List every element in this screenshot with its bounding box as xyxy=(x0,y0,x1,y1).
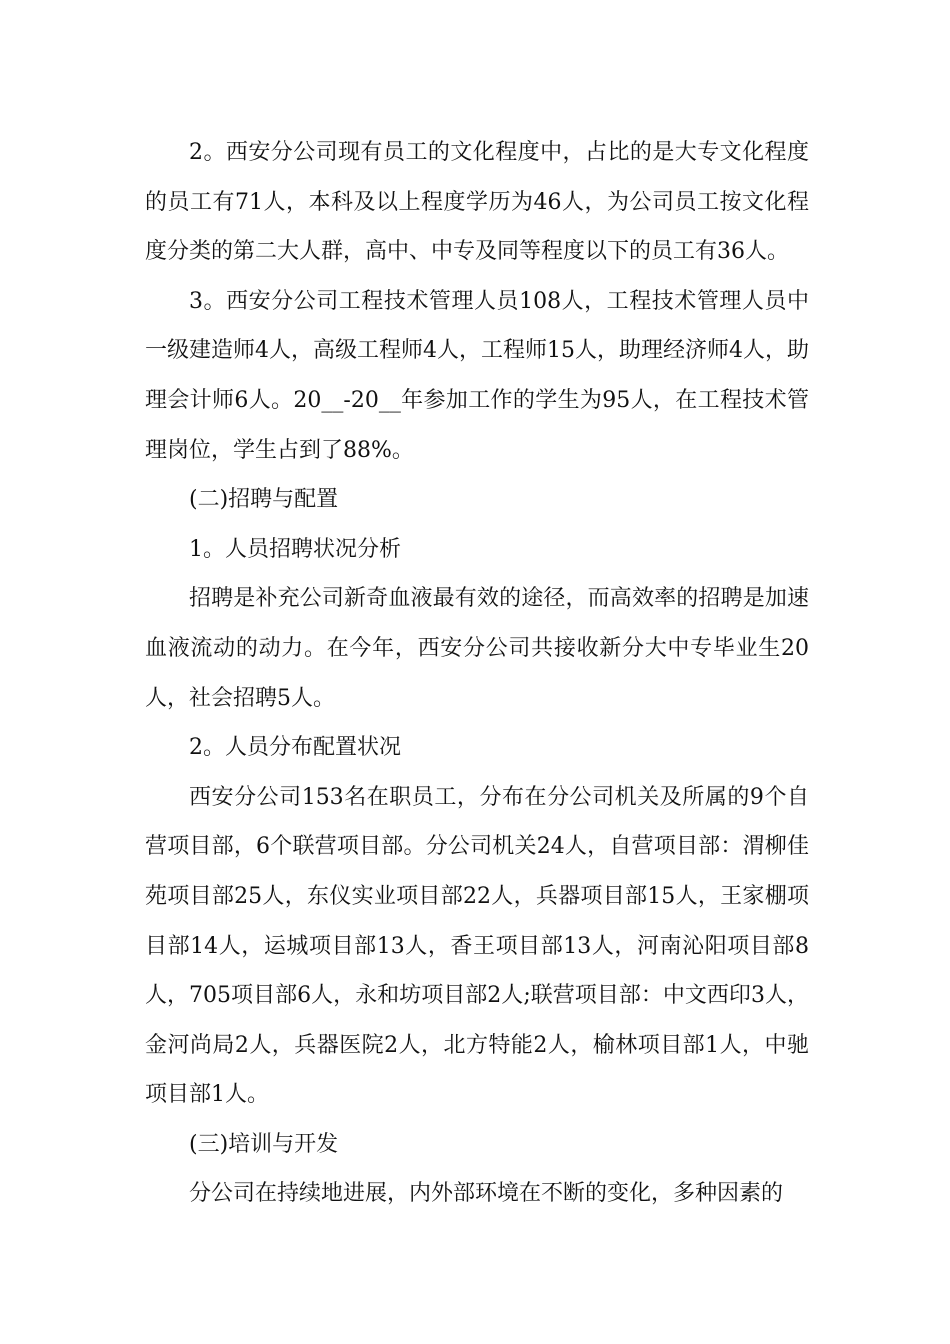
paragraph-technical-staff: 3。西安分公司工程技术管理人员108人，工程技术管理人员中一级建造师4人，高级工程师4人，工程师15人，助理经济师4人，助理会计师6人。20__-20__年参加工作的学生为95人，在工程技术管理岗位，学生占到了88%。 xyxy=(145,288,809,463)
paragraph-education-level: 2。西安分公司现有员工的文化程度中，占比的是大专文化程度的员工有71人，本科及以上程度学历为46人，为公司员工按文化程度分类的第二大人群，高中、中专及同等程度以下的员工有36人。 xyxy=(145,140,809,265)
subheading-staff-distribution: 2。人员分布配置状况 xyxy=(189,735,401,761)
section-heading-training: (三)培训与开发 xyxy=(189,1131,339,1157)
subheading-recruitment-analysis: 1。人员招聘状况分析 xyxy=(189,536,401,562)
document-body xyxy=(145,128,809,1219)
paragraph-recruitment: 招聘是补充公司新奇血液最有效的途径，而高效率的招聘是加速血液流动的动力。在今年，西安分公司共接收新分大中专毕业生20人，社会招聘5人。 xyxy=(145,586,809,711)
section-heading-recruitment: (二)招聘与配置 xyxy=(189,487,339,513)
paragraph-staff-distribution: 西安分公司153名在职员工，分布在分公司机关及所属的9个自营项目部，6个联营项目部。分公司机关24人，自营项目部：渭柳佳苑项目部25人，东仪实业项目部22人，兵器项目部15人，王家棚项目部14人，运城项目部13人，香王项目部13人，河南沁阳项目部8人，705项目部6人，永和坊项目部2人;联营项目部：中文西印3人，金河尚局2人，兵器医院2人，北方特能2人，榆林项目部1人，中驰项目部1人。 xyxy=(145,784,810,1108)
paragraph-training: 分公司在持续地进展，内外部环境在不断的变化，多种因素的 xyxy=(189,1181,784,1207)
